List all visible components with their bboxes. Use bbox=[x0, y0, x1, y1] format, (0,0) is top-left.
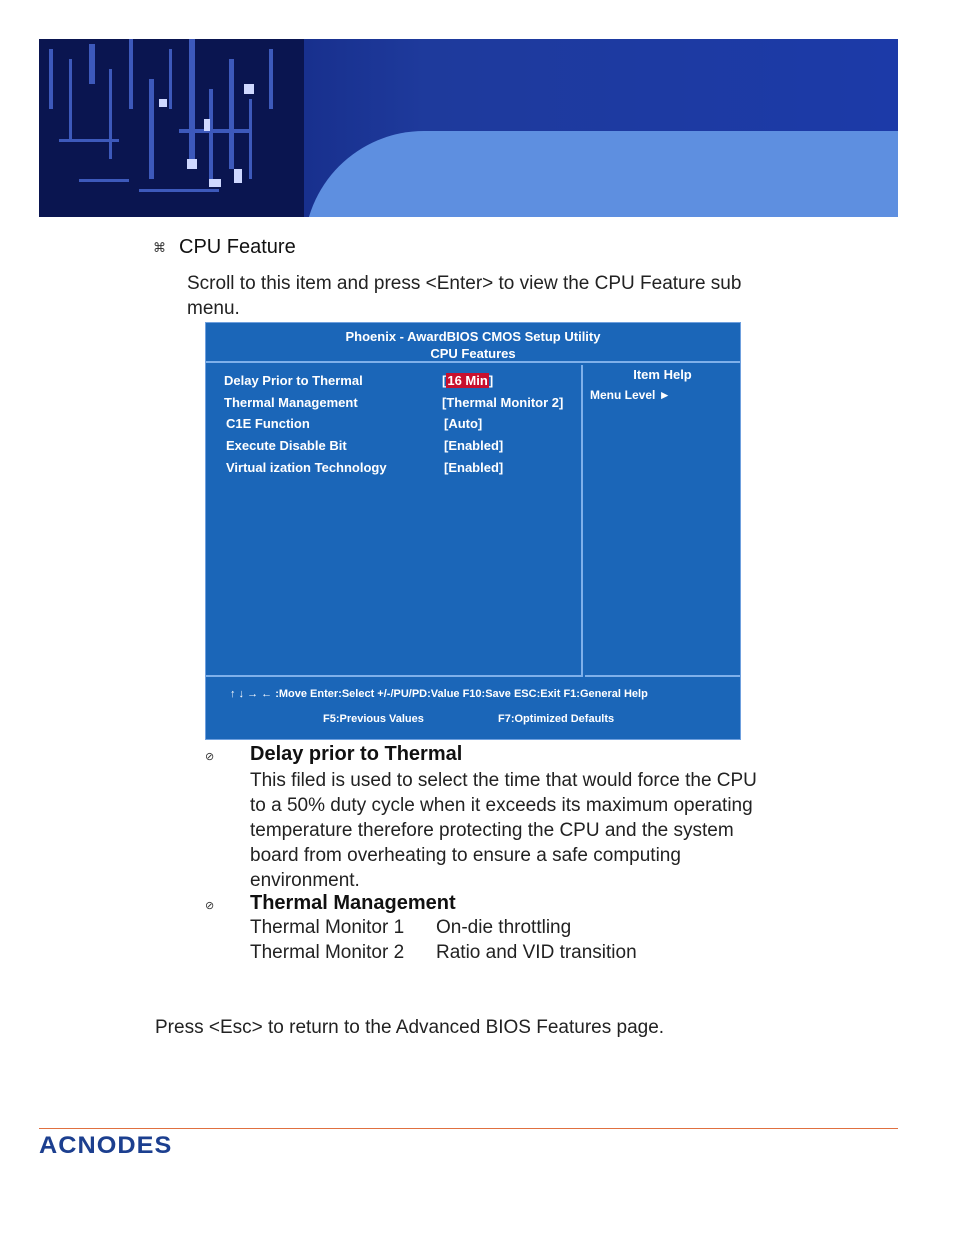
thermal-option-name: Thermal Monitor 2 bbox=[250, 942, 405, 963]
thermal-option-desc: On-die throttling bbox=[436, 917, 572, 938]
section-heading bbox=[153, 236, 296, 259]
triangle-right-icon: ► bbox=[658, 388, 671, 402]
bios-help-panel bbox=[585, 365, 740, 677]
command-icon: ⌘ bbox=[153, 239, 166, 255]
menu-level: Menu Level ► bbox=[590, 388, 671, 402]
intro-paragraph: Scroll to this item and press <Enter> to view the CPU Feature sub menu. bbox=[187, 273, 742, 319]
bios-settings-panel bbox=[206, 365, 583, 677]
thermal-option-name: Thermal Monitor 1 bbox=[250, 917, 405, 938]
banner-wave bbox=[304, 131, 898, 217]
bios-screenshot bbox=[205, 322, 741, 740]
bios-item-label: C1E Function bbox=[226, 416, 310, 431]
header-banner bbox=[39, 39, 898, 217]
circle-bullet-icon: ⊘ bbox=[205, 751, 215, 763]
bios-key-legend: ↑ ↓ → ← :Move Enter:Select +/-/PU/PD:Value F10:Save ESC:Exit F1:General Help bbox=[230, 688, 648, 700]
delay-heading: Delay prior to Thermal bbox=[250, 743, 463, 765]
bios-item-thermal-management[interactable] bbox=[224, 395, 563, 417]
bios-item-c1e-function[interactable] bbox=[226, 416, 482, 438]
circuit-board-graphic bbox=[39, 39, 304, 217]
bios-item-virtualization-technology[interactable] bbox=[226, 460, 503, 482]
bios-key-f7: F7:Optimized Defaults bbox=[498, 713, 615, 725]
thermal-heading: Thermal Management bbox=[250, 892, 456, 914]
bios-item-value[interactable]: [Enabled] bbox=[444, 438, 504, 453]
thermal-option-row bbox=[250, 942, 637, 964]
bios-item-label: Delay Prior to Thermal bbox=[224, 373, 363, 388]
bios-item-execute-disable-bit[interactable] bbox=[226, 438, 503, 460]
bios-item-label: Thermal Management bbox=[224, 395, 358, 410]
return-note: Press <Esc> to return to the Advanced BIOS Features page. bbox=[155, 1017, 665, 1038]
bios-subtitle: CPU Features bbox=[430, 346, 516, 361]
bios-item-delay-prior-to-thermal[interactable] bbox=[224, 373, 493, 395]
bios-item-value[interactable]: [Thermal Monitor 2] bbox=[442, 395, 564, 410]
selected-value: 16 Min bbox=[447, 373, 488, 388]
bios-item-value[interactable]: [Enabled] bbox=[444, 460, 504, 475]
circle-bullet-icon: ⊘ bbox=[205, 900, 215, 912]
footer-rule bbox=[39, 1128, 898, 1129]
thermal-option-row bbox=[250, 917, 571, 939]
bios-item-label: Virtual ization Technology bbox=[226, 460, 387, 475]
bios-item-label: Execute Disable Bit bbox=[226, 438, 347, 453]
bios-item-value[interactable]: [Auto] bbox=[444, 416, 483, 431]
acnodes-logo: ACNODES bbox=[39, 1132, 173, 1159]
bios-key-f5: F5:Previous Values bbox=[323, 713, 424, 725]
delay-description: This filed is used to select the time that would force the CPU to a 50% duty cycle when it exceeds its maximum operating temperature therefore protecting the CPU and the system board from overheating to ensure a safe computing environment. bbox=[250, 770, 757, 891]
item-help-title: Item Help bbox=[633, 367, 692, 382]
bios-title: Phoenix - AwardBIOS CMOS Setup Utility bbox=[345, 329, 601, 344]
bios-item-value[interactable]: [16 Min] bbox=[442, 373, 494, 388]
thermal-option-desc: Ratio and VID transition bbox=[436, 942, 637, 963]
section-title: CPU Feature bbox=[179, 236, 296, 258]
bios-header bbox=[206, 323, 740, 363]
